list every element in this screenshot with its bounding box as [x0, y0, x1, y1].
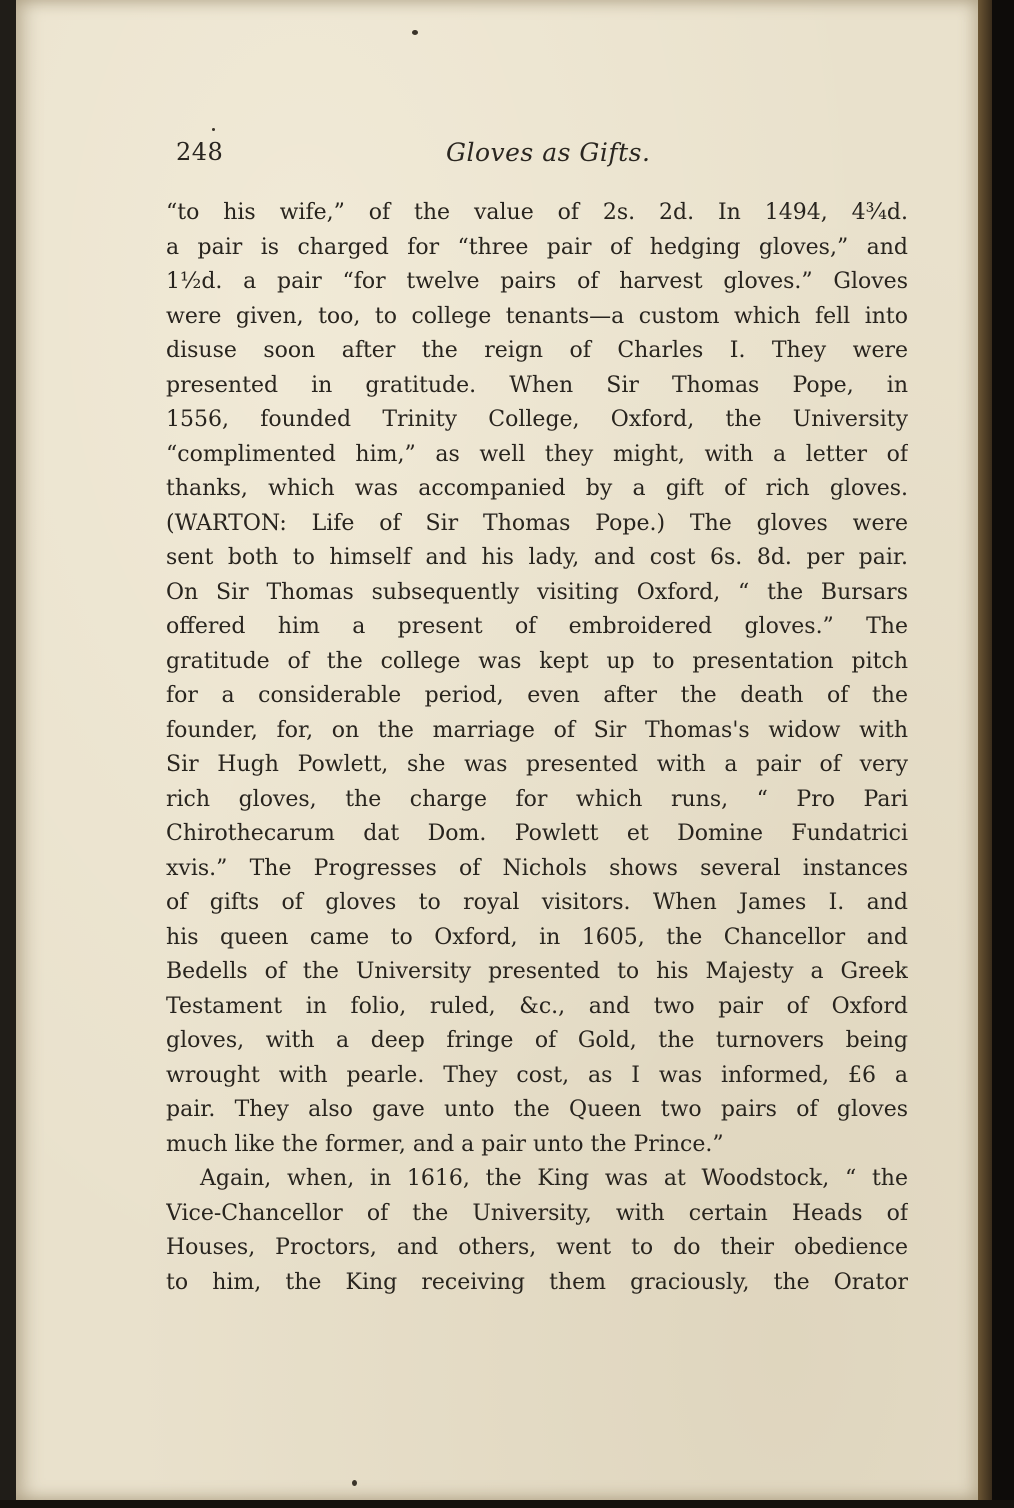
text-line: disuse soon after the reign of Charles I. They were: [166, 338, 908, 363]
text-line: his queen came to Oxford, in 1605, the Chancellor and: [166, 924, 908, 950]
text-line: Bedells of the University presented to his Majesty a Greek: [166, 959, 908, 984]
running-title: Gloves as Gifts.: [446, 138, 651, 167]
text-line: (WARTON: Life of Sir Thomas Pope.) The gloves were: [166, 510, 908, 536]
text-line: “complimented him,” as well they might, with a letter of: [166, 441, 908, 467]
text-line: to him, the King receiving them graciously, the Orator: [166, 1269, 908, 1295]
text-line: Again, when, in 1616, the King was at Woodstock, “ the: [200, 1166, 908, 1191]
text-line: for a considerable period, even after the death of the: [166, 683, 908, 708]
text-line: gratitude of the college was kept up to presentation pitch: [166, 648, 908, 674]
text-line: 1½d. a pair “for twelve pairs of harvest gloves.” Gloves: [166, 269, 908, 294]
text-line: presented in gratitude. When Sir Thomas Pope, in: [166, 372, 908, 398]
text-line: Testament in folio, ruled, &c., and two pair of Oxford: [166, 993, 908, 1019]
text-line: much like the former, and a pair unto the Prince.”: [166, 1131, 724, 1157]
scan-background-edge: [992, 0, 1014, 1508]
ink-speck: [212, 128, 215, 131]
text-line: rich gloves, the charge for which runs, “ Pro Pari: [166, 786, 908, 812]
text-line: founder, for, on the marriage of Sir Thomas's widow with: [166, 717, 908, 743]
text-line: sent both to himself and his lady, and cost 6s. 8d. per pair.: [166, 545, 908, 570]
body-text: [166, 196, 908, 1300]
text-line: thanks, which was accompanied by a gift of rich gloves.: [166, 476, 908, 501]
text-line: wrought with pearle. They cost, as I was informed, £6 a: [166, 1062, 908, 1088]
page-fore-edge: [978, 0, 992, 1500]
text-line: of gifts of gloves to royal visitors. When James I. and: [166, 890, 908, 915]
scan-bottom-edge: [0, 1500, 1014, 1508]
ink-speck: [412, 30, 418, 35]
text-line: xvis.” The Progresses of Nichols shows several instances: [166, 855, 908, 881]
text-line: offered him a present of embroidered gloves.” The: [166, 614, 908, 639]
page-header: [176, 138, 656, 178]
ink-speck: [352, 1480, 357, 1486]
text-line: Sir Hugh Powlett, she was presented with a pair of very: [166, 752, 908, 777]
text-line: gloves, with a deep fringe of Gold, the turnovers being: [166, 1028, 908, 1053]
text-line: Vice-Chancellor of the University, with certain Heads of: [166, 1200, 908, 1226]
text-line: a pair is charged for “three pair of hedging gloves,” and: [166, 234, 908, 260]
text-line: Chirothecarum dat Dom. Powlett et Domine Fundatrici: [166, 821, 908, 846]
text-line: pair. They also gave unto the Queen two pairs of gloves: [166, 1097, 908, 1122]
text-line: 1556, founded Trinity College, Oxford, the University: [166, 407, 908, 432]
text-line: Houses, Proctors, and others, went to do their obedience: [166, 1235, 908, 1260]
text-line: On Sir Thomas subsequently visiting Oxford, “ the Bursars: [166, 579, 908, 605]
text-line: were given, too, to college tenants—a custom which fell into: [166, 303, 908, 329]
text-line: “to his wife,” of the value of 2s. 2d. In 1494, 4¾d.: [166, 200, 908, 225]
page-number: 248: [176, 138, 224, 166]
